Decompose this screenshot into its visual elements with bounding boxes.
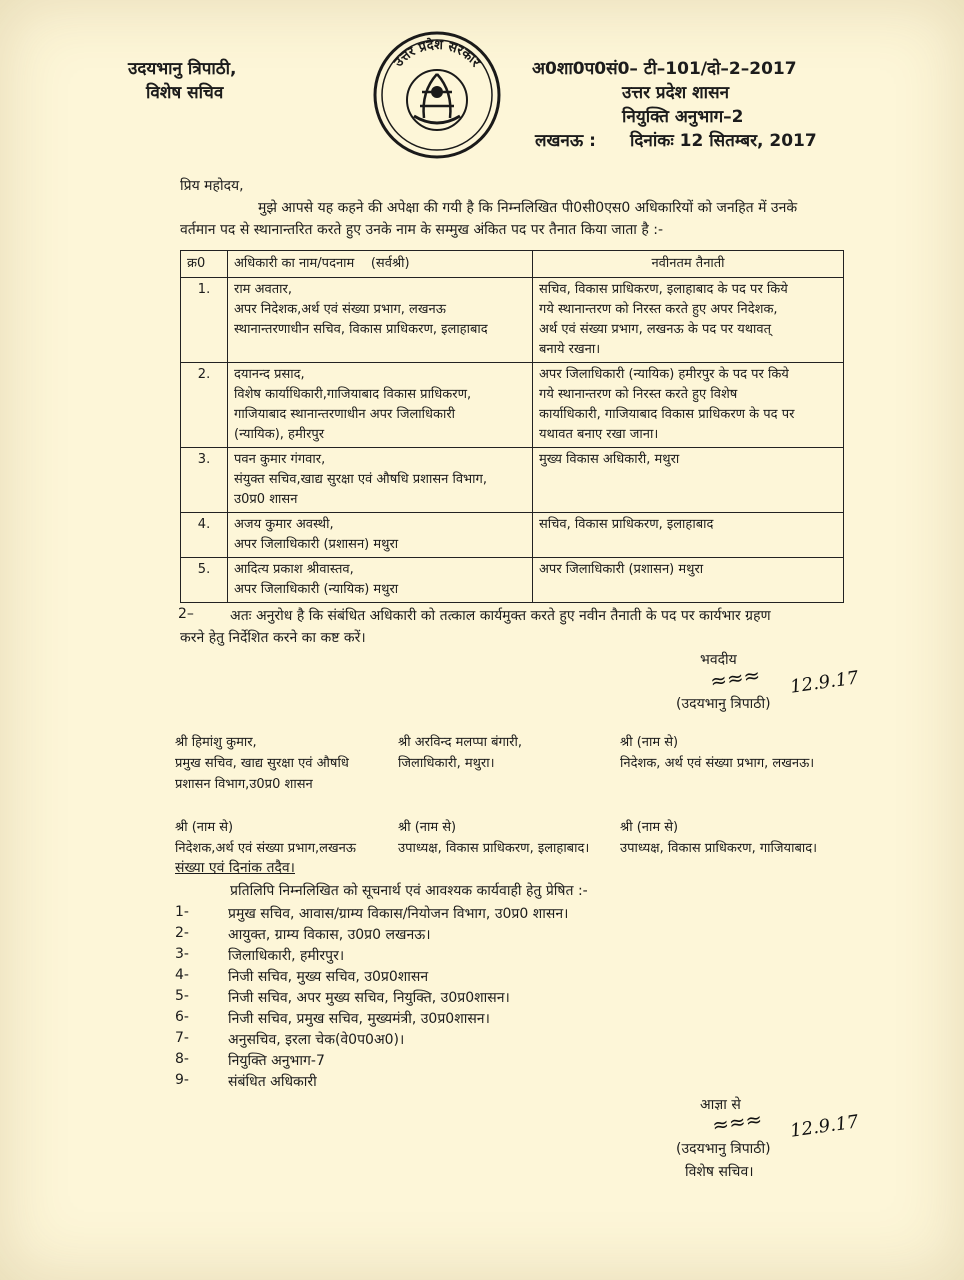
office-name: उत्तर प्रदेश शासन [622,83,730,103]
posting-line: सचिव, विकास प्राधिकरण, इलाहाबाद [539,517,714,532]
officer-line: आदित्य प्रकाश श्रीवास्तव, [234,562,354,577]
officer-line: पवन कुमार गंगवार, [234,452,326,467]
reference-number: अ0शा0प0सं0– टी–101/दो–2–2017 [532,59,797,79]
intro-line-1: मुझे आपसे यह कहने की अपेक्षा की गयी है कि निम्नलिखित पी0सी0एस0 अधिकारियों को जनहित में उनके [258,200,798,216]
copy-item-number: 3- [175,946,189,962]
copy-item-text: नियुक्ति अनुभाग-7 [228,1053,325,1069]
copy-item-text: निजी सचिव, मुख्य सचिव, उ0प्र0शासन [228,969,429,985]
section-name: नियुक्ति अनुभाग–2 [622,107,744,127]
signature-date: 12.9.17 [788,667,860,698]
posting-line: सचिव, विकास प्राधिकरण, इलाहाबाद के पद पर किये [539,282,788,297]
posting-line: कार्याधिकारी, गाजियाबाद विकास प्राधिकरण के पद पर [539,407,795,422]
officer-line: विशेष कार्याधिकारी,गाजियाबाद विकास प्राधिकरण, [234,387,472,402]
letter-date: दिनांकः 12 सितम्बर, 2017 [630,131,817,151]
copy-item-number: 5- [175,988,189,1004]
copy-item-number: 2- [175,925,189,941]
copy-item-number: 4- [175,967,189,983]
officer-line: संयुक्त सचिव,खाद्य सुरक्षा एवं औषधि प्रशासन विभाग, [234,472,488,487]
row-officer [228,448,533,513]
copy-item-text: प्रमुख सचिव, आवास/ग्राम्य विकास/नियोजन विभाग, उ0प्र0 शासन। [228,906,569,922]
state-emblem-seal [372,30,502,160]
recipient-line: उपाध्यक्ष, विकास प्राधिकरण, गाजियाबाद। [620,841,818,856]
handwritten-signature: ≈≈≈ [708,662,762,694]
officer-line: अजय कुमार अवस्थी, [234,517,334,532]
posting-line: अर्थ एवं संख्या प्रभाग, लखनऊ के पद पर यथावत् [539,322,772,337]
officer-line: अपर जिलाधिकारी (प्रशासन) मथुरा [234,537,399,552]
row-posting [533,363,844,448]
row-posting [533,278,844,363]
officer-line: (न्यायिक), हमीरपुर [234,427,325,442]
officer-line: राम अवतार, [234,282,292,297]
copy-heading: संख्या एवं दिनांक तदैव। [175,860,295,876]
row-posting [533,448,844,513]
copy-item-text: आयुक्त, ग्राम्य विकास, उ0प्र0 लखनऊ। [228,927,431,943]
handwritten-signature: ≈≈≈ [710,1106,764,1138]
row-posting [533,513,844,558]
row-sn: 4. [181,513,228,558]
order-text: आज्ञा से [700,1097,741,1113]
officer-line: अपर जिलाधिकारी (न्यायिक) मथुरा [234,582,399,597]
copy-item-text: जिलाधिकारी, हमीरपुर। [228,948,345,964]
recipient-line: निदेशक, अर्थ एवं संख्या प्रभाग, लखनऊ। [620,756,815,771]
valediction: भवदीय [700,652,737,668]
recipient-name: श्री हिमांशु कुमार, [175,735,257,750]
table-row [181,278,844,363]
posting-line: अपर जिलाधिकारी (प्रशासन) मथुरा [539,562,704,577]
intro-line-2: वर्तमान पद से स्थानान्तरित करते हुए उनके नाम के सम्मुख अंकित पद पर तैनात किया जाता है :- [180,222,664,238]
row-officer [228,558,533,603]
recipient-name: श्री (नाम से) [620,735,679,750]
recipient-line: निदेशक,अर्थ एवं संख्या प्रभाग,लखनऊ [175,841,357,856]
final-signatory: (उदयभानु त्रिपाठी) [676,1141,771,1157]
signature-date: 12.9.17 [788,1111,860,1142]
recipient-name: श्री अरविन्द मलप्पा बंगारी, [398,735,523,750]
para2-line-2: करने हेतु निर्देशित करने का कष्ट करें। [180,630,366,646]
col-header-posting: नवीनतम तैनाती [533,251,844,278]
signatory-name: (उदयभानु त्रिपाठी) [676,696,771,712]
copy-item-number: 1- [175,904,189,920]
copy-item-number: 9- [175,1072,189,1088]
para2-number: 2– [178,606,194,622]
col-header-officer [228,251,533,278]
copy-item-text: निजी सचिव, अपर मुख्य सचिव, नियुक्ति, उ0प्र0शासन। [228,990,510,1006]
table-row [181,363,844,448]
para2-line-1: अतः अनुरोध है कि संबंधित अधिकारी को तत्काल कार्यमुक्त करते हुए नवीन तैनाती के पद पर कार्यभार ग्रहण [230,608,771,624]
table-header-row [181,251,844,278]
recipient-name: श्री (नाम से) [175,820,234,835]
place: लखनऊ : [535,131,596,151]
col-header-officer-label: अधिकारी का नाम/पदनाम [234,256,355,271]
recipient-line: प्रशासन विभाग,उ0प्र0 शासन [175,777,313,792]
officer-line: उ0प्र0 शासन [234,492,298,507]
transfer-table [180,250,844,603]
copy-item-text: अनुसचिव, इरला चेक(वे0प0अ0)। [228,1032,405,1048]
recipient-line: उपाध्यक्ष, विकास प्राधिकरण, इलाहाबाद। [398,841,590,856]
copy-item-number: 8- [175,1051,189,1067]
salutation: प्रिय महोदय, [180,178,244,194]
officer-line: दयानन्द प्रसाद, [234,367,305,382]
copy-intro: प्रतिलिपि निम्नलिखित को सूचनार्थ एवं आवश्यक कार्यवाही हेतु प्रेषित :- [230,883,588,899]
recipient-name: श्री (नाम से) [398,820,457,835]
officer-line: स्थानान्तरणाधीन सचिव, विकास प्राधिकरण, इलाहाबाद [234,322,488,337]
recipient-line: प्रमुख सचिव, खाद्य सुरक्षा एवं औषधि [175,756,349,771]
row-posting [533,558,844,603]
seal-text: उत्तर प्रदेश सरकार [391,37,483,71]
row-sn: 2. [181,363,228,448]
final-designation: विशेष सचिव। [685,1164,754,1180]
sender-designation: विशेष सचिव [146,83,224,103]
posting-line: अपर जिलाधिकारी (न्यायिक) हमीरपुर के पद पर किये [539,367,789,382]
posting-line: गये स्थानान्तरण को निरस्त करते हुए अपर निदेशक, [539,302,778,317]
table-row [181,513,844,558]
posting-line: बनाये रखना। [539,342,601,357]
officer-line: अपर निदेशक,अर्थ एवं संख्या प्रभाग, लखनऊ [234,302,446,317]
row-officer [228,278,533,363]
posting-line: मुख्य विकास अधिकारी, मथुरा [539,452,680,467]
copy-item-number: 6- [175,1009,189,1025]
posting-line: गये स्थानान्तरण को निरस्त करते हुए विशेष [539,387,738,402]
row-officer [228,363,533,448]
recipient-line: जिलाधिकारी, मथुरा। [398,756,495,771]
col-header-sn: क्र0 [181,251,228,278]
row-sn: 5. [181,558,228,603]
row-officer [228,513,533,558]
sender-name: उदयभानु त्रिपाठी, [128,59,237,79]
table-row [181,558,844,603]
officer-line: गाजियाबाद स्थानान्तरणाधीन अपर जिलाधिकारी [234,407,456,422]
copy-item-text: निजी सचिव, प्रमुख सचिव, मुख्यमंत्री, उ0प्र0शासन। [228,1011,490,1027]
seal-icon [372,30,502,160]
recipient-name: श्री (नाम से) [620,820,679,835]
col-header-officer-note: (सर्वश्री) [370,256,410,271]
posting-line: यथावत बनाए रखा जाना। [539,427,659,442]
copy-item-text: संबंधित अधिकारी [228,1074,317,1090]
copy-item-number: 7- [175,1030,189,1046]
table-row [181,448,844,513]
row-sn: 3. [181,448,228,513]
row-sn: 1. [181,278,228,363]
